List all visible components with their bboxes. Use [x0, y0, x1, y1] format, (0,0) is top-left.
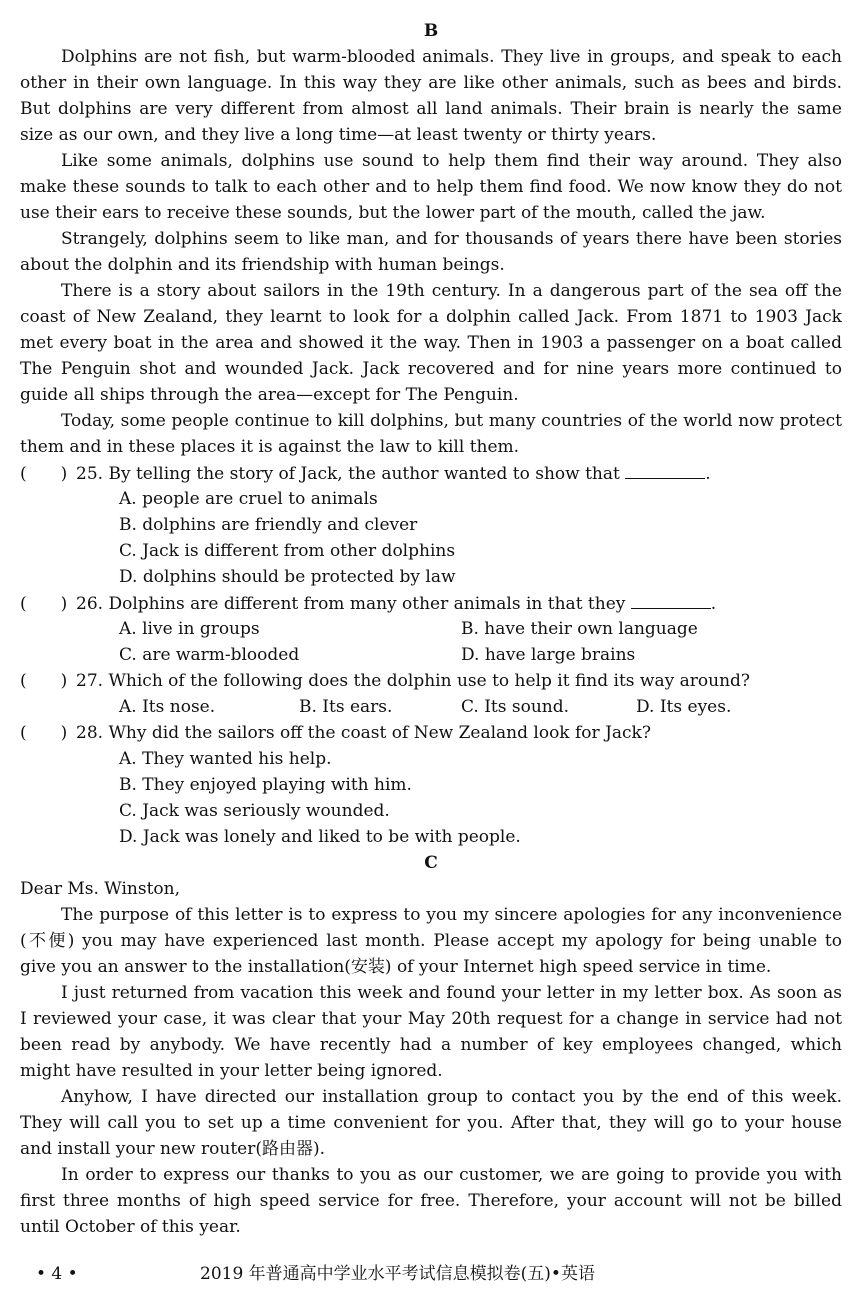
section-b-heading: B: [423, 21, 439, 41]
question-27: [20, 668, 842, 694]
question-stem: By telling the story of Jack, the author wanted to show that: [108, 464, 620, 484]
question-number: 27.: [76, 671, 104, 691]
question-28-option-c: C. Jack was seriously wounded.: [119, 801, 390, 821]
passage-b-paragraph-4: There is a story about sailors in the 19th century. In a dangerous part of the sea off the coast of New Zealand, they learnt to look for a dolphin called Jack. From 1871 to 1903 Jack met every boat in the area and showed it the way. Then in 1903 a passenger on a boat called The Penguin shot and wounded Jack. Jack recovered and for nine years more continued to guide all ships through the area—except for The Penguin.: [20, 281, 842, 405]
question-26-option-b: B. have their own language: [461, 619, 698, 639]
question-26-options-row-2: [20, 642, 842, 668]
letter-paragraph-3: Anyhow, I have directed our installation group to contact you by the end of this week. They will call you to set up a time convenient for you. After that, they will go to your house and install your new router(路由器).: [20, 1087, 842, 1159]
passage-b-paragraph-5: Today, some people continue to kill dolphins, but many countries of the world now protect them and in these places it is against the law to kill them.: [20, 411, 842, 457]
answer-bracket[interactable]: ( ): [20, 671, 68, 691]
question-stem: Which of the following does the dolphin use to help it find its way around?: [108, 671, 751, 691]
answer-bracket[interactable]: ( ): [20, 594, 68, 614]
question-28-option-a: A. They wanted his help.: [119, 749, 332, 769]
question-27-option-c: C. Its sound.: [461, 697, 570, 717]
letter-paragraph-2: I just returned from vacation this week and found your letter in my letter box. As soon as I reviewed your case, it was clear that your May 20th request for a change in service had not been read by anybody. We have recently had a number of key employees changed, which might have resulted in your letter being ignored.: [20, 983, 842, 1081]
question-25-option-a: A. people are cruel to animals: [119, 489, 378, 509]
page-footer: [20, 1262, 842, 1286]
answer-bracket[interactable]: ( ): [20, 464, 68, 484]
question-stem: Why did the sailors off the coast of New Zealand look for Jack?: [108, 723, 651, 743]
question-26-options-row-1: [20, 616, 842, 642]
passage-b-paragraph-2: Like some animals, dolphins use sound to help them find their way around. They also make these sounds to talk to each other and to help them find food. We now know they do not use their ears to receive these sounds, but the lower part of the mouth, called the jaw.: [20, 151, 842, 223]
section-c-heading: C: [424, 853, 438, 873]
question-end: .: [705, 464, 711, 484]
exam-page: [20, 18, 842, 1240]
question-number: 26.: [76, 594, 104, 614]
question-25-option-d: D. dolphins should be protected by law: [119, 567, 456, 587]
question-25: [20, 460, 842, 486]
question-25-option-b: B. dolphins are friendly and clever: [119, 515, 418, 535]
question-26-option-a: A. live in groups: [119, 619, 260, 639]
question-number: 25.: [76, 464, 104, 484]
answer-blank: [625, 460, 705, 479]
question-26-option-d: D. have large brains: [461, 645, 636, 665]
page-number: • 4 •: [36, 1264, 78, 1284]
question-28-option-d: D. Jack was lonely and liked to be with people.: [119, 827, 521, 847]
answer-bracket[interactable]: ( ): [20, 723, 68, 743]
question-stem: Dolphins are different from many other animals in that they: [108, 594, 626, 614]
question-26: [20, 590, 842, 616]
question-number: 28.: [76, 723, 104, 743]
question-26-option-c: C. are warm-blooded: [119, 645, 300, 665]
passage-b-paragraph-3: Strangely, dolphins seem to like man, and for thousands of years there have been stories about the dolphin and its friendship with human beings.: [20, 229, 842, 275]
letter-salutation: Dear Ms. Winston,: [20, 879, 180, 899]
question-28: [20, 720, 842, 746]
letter-paragraph-4: In order to express our thanks to you as our customer, we are going to provide you with first three months of high speed service for free. Therefore, your account will not be billed until October of this year.: [20, 1165, 842, 1237]
answer-blank: [631, 590, 711, 609]
question-end: .: [710, 594, 717, 614]
letter-paragraph-1: The purpose of this letter is to express to you my sincere apologies for any inconvenience (不便) you may have experienced last month. Please accept my apology for being unable to give you an answer to the installation(安装) of your Internet high speed service in time.: [20, 905, 842, 977]
question-27-option-a: A. Its nose.: [119, 697, 216, 717]
question-27-option-d: D. Its eyes.: [636, 697, 732, 717]
question-27-option-b: B. Its ears.: [299, 697, 393, 717]
passage-b-paragraph-1: Dolphins are not fish, but warm-blooded animals. They live in groups, and speak to each other in their own language. In this way they are like other animals, such as bees and birds. But dolphins are very different from almost all land animals. Their brain is nearly the same size as our own, and they live a long time—at least twenty or thirty years.: [20, 47, 842, 145]
question-28-option-b: B. They enjoyed playing with him.: [119, 775, 412, 795]
question-27-options-row: [20, 694, 842, 720]
exam-title: 2019 年普通高中学业水平考试信息模拟卷(五)•英语: [200, 1264, 595, 1284]
question-25-option-c: C. Jack is different from other dolphins: [119, 541, 456, 561]
